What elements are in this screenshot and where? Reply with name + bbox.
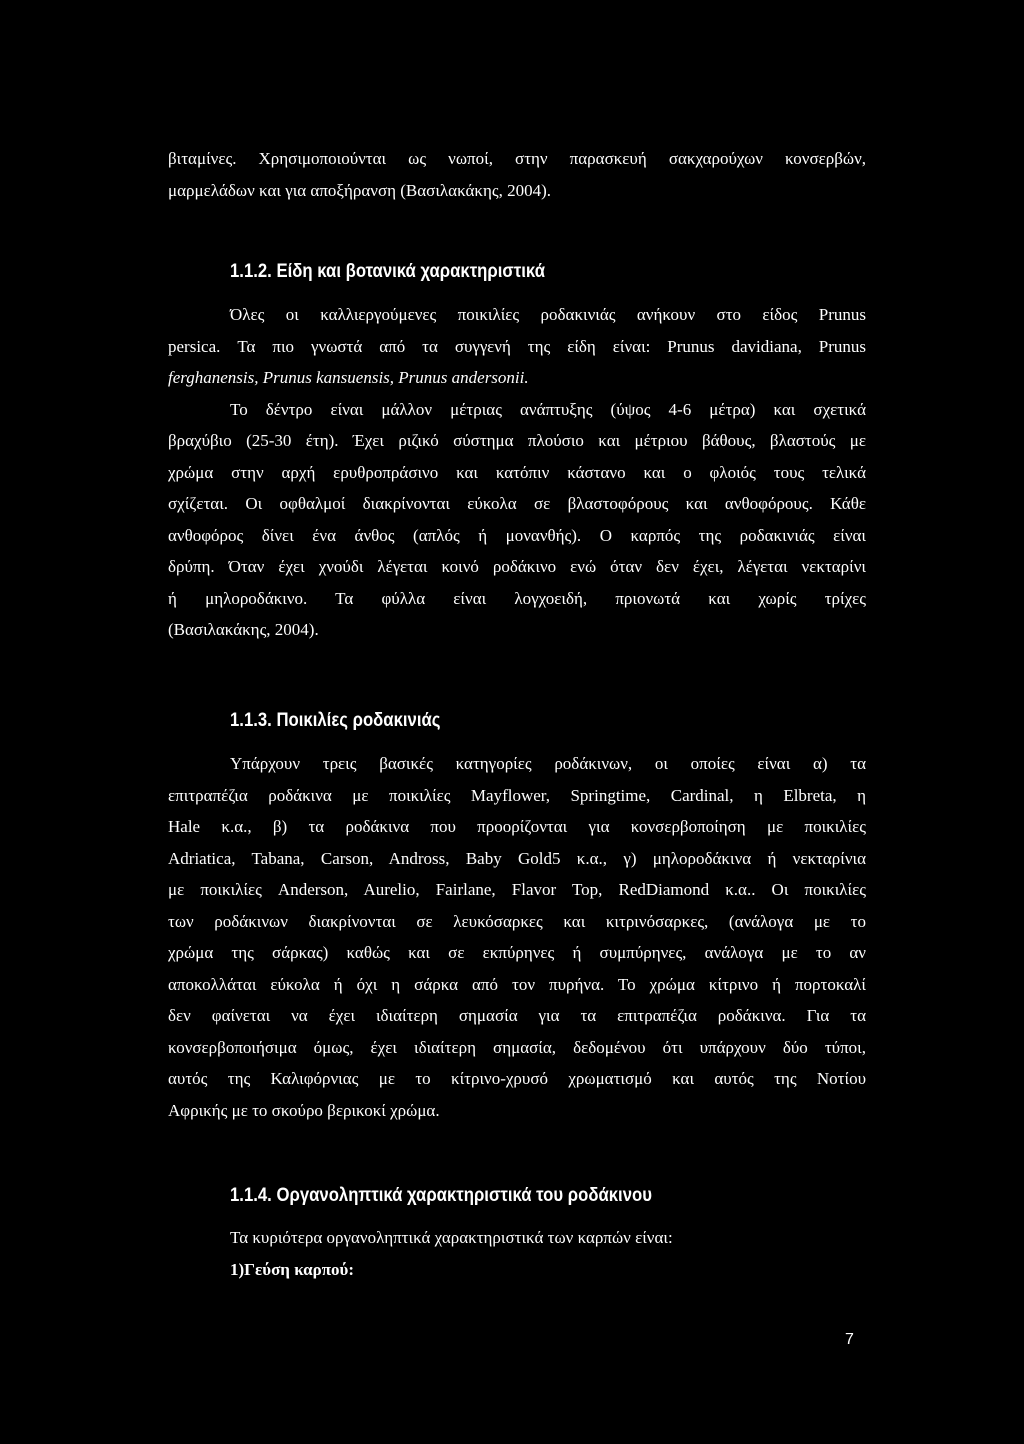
text-line: μαρμελάδων και για αποξήρανση (Βασιλακάκης, 2004). bbox=[168, 180, 551, 200]
text-line: βιταμίνες. Χρησιμοποιούνται ως νωποί, στην παρασκευή σακχαρούχων κονσερβών, bbox=[168, 149, 866, 168]
text-line: Το δέντρο είναι μάλλον μέτριας ανάπτυξης (ύψος 4-6 μέτρα) και σχετικά bbox=[230, 399, 866, 419]
text-line: των ροδάκινων διακρίνονται σε λευκόσαρκες και κιτρινόσαρκες, (ανάλογα με το bbox=[168, 911, 866, 931]
page-number: 7 bbox=[845, 1331, 854, 1348]
text-line: ή μηλοροδάκινο. Τα φύλλα είναι λογχοειδή, πριονωτά και χωρίς τρίχες bbox=[168, 588, 866, 608]
text-line: Hale κ.α., β) τα ροδάκινα που προορίζονται για κονσερβοποίηση με ποικιλίες bbox=[168, 817, 866, 836]
text-line: Adriatica, Tabana, Carson, Andross, Baby Gold5 κ.α., γ) μηλοροδάκινα ή νεκταρίνια bbox=[168, 848, 866, 868]
text-line: χρώμα στην αρχή ερυθροπράσινο και κατόπιν κάστανο και ο φλοιός τους τελικά bbox=[168, 462, 866, 482]
text-line: χρώμα της σάρκας) καθώς και σε εκπύρηνες ή συμπύρηνες, ανάλογα με το αν bbox=[168, 943, 866, 962]
paragraph-species bbox=[168, 299, 866, 646]
text-line: (Βασιλακάκης, 2004). bbox=[168, 620, 319, 639]
paragraph-intro bbox=[168, 143, 866, 206]
text-line: ferghanensis, Prunus kansuensis, Prunus andersonii. bbox=[168, 368, 529, 387]
text-line: Υπάρχουν τρεις βασικές κατηγορίες ροδάκινων, οι οποίες είναι α) τα bbox=[230, 754, 866, 773]
text-line: Αφρικής με το σκούρο βερικοκί χρώμα. bbox=[168, 1100, 440, 1120]
text-line: αυτός της Καλιφόρνιας με το κίτρινο-χρυσό χρωματισμό και αυτός της Νοτίου bbox=[168, 1069, 866, 1088]
text-segment: persica. Τα πιο γνωστά από τα συγγενή της είδη είναι: Prunus davidiana, Prunus bbox=[168, 336, 866, 356]
text-line: δρύπη. Όταν έχει χνούδι λέγεται κοινό ροδάκινο ενώ όταν δεν έχει, λέγεται νεκταρίνι bbox=[168, 557, 866, 576]
paragraph-organoleptic bbox=[230, 1222, 866, 1285]
section-heading-organoleptic: 1.1.4. Οργανοληπτικά χαρακτηριστικά του ροδάκινου bbox=[230, 1185, 652, 1206]
text-line: δεν φαίνεται να έχει ιδιαίτερη σημασία για τα επιτραπέζια ροδάκινα. Για τα bbox=[168, 1006, 866, 1025]
text-line: κονσερβοποιήσιμα όμως, έχει ιδιαίτερη σημασία, δεδομένου ότι υπάρχουν δύο τύποι, bbox=[168, 1037, 866, 1057]
text-line: Όλες οι καλλιεργούμενες ποικιλίες ροδακινιάς ανήκουν στο είδος Prunus bbox=[230, 305, 866, 324]
subheading-taste: 1)Γεύση καρπού: bbox=[230, 1259, 355, 1279]
text-line: αποκολλάται εύκολα ή όχι η σάρκα από τον πυρήνα. Το χρώμα κίτρινο ή πορτοκαλί bbox=[168, 974, 866, 994]
text-line: επιτραπέζια ροδάκινα με ποικιλίες Mayflower, Springtime, Cardinal, η Elbreta, η bbox=[168, 785, 866, 805]
text-line: με ποικιλίες Anderson, Aurelio, Fairlane, Flavor Top, RedDiamond κ.α.. Οι ποικιλίες bbox=[168, 880, 866, 899]
section-heading-varieties: 1.1.3. Ποικιλίες ροδακινιάς bbox=[230, 710, 441, 731]
text-line: βραχύβιο (25-30 έτη). Έχει ριζικό σύστημα πλούσιο και μέτριου βάθους, βλαστούς με bbox=[168, 431, 866, 450]
text-line: ανθοφόρος δίνει ένα άνθος (απλός ή μονανθής). Ο καρπός της ροδακινιάς είναι bbox=[168, 525, 866, 545]
text-line: Τα κυριότερα οργανοληπτικά χαρακτηριστικά των καρπών είναι: bbox=[230, 1228, 673, 1247]
text-line: σχίζεται. Οι οφθαλμοί διακρίνονται εύκολα σε βλαστοφόρους και ανθοφόρους. Κάθε bbox=[168, 494, 866, 513]
paragraph-varieties bbox=[168, 748, 866, 1126]
section-heading-species: 1.1.2. Είδη και βοτανικά χαρακτηριστικά bbox=[230, 261, 545, 282]
text-line bbox=[168, 331, 866, 363]
